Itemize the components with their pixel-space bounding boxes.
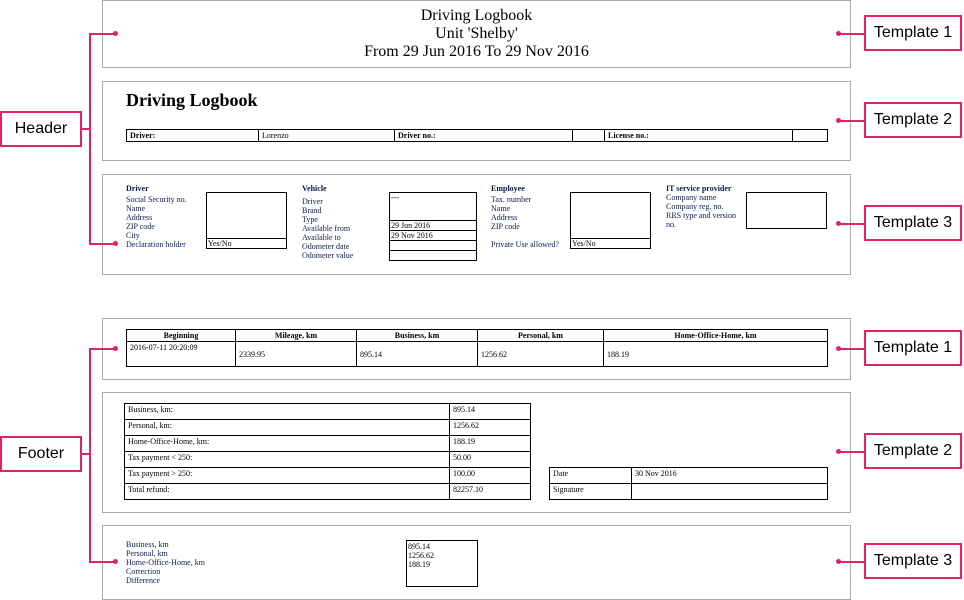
footer-template-3 <box>102 525 851 600</box>
table-row <box>125 484 531 500</box>
field-label: Address <box>491 213 518 222</box>
driver-no-label: Driver no.: <box>395 130 573 142</box>
driver-fields <box>126 195 187 249</box>
driver-heading: Driver <box>126 184 149 193</box>
table-cell: 2339.95 <box>236 342 357 367</box>
connector-dot <box>113 559 118 564</box>
connector <box>840 33 864 35</box>
field-label: Correction <box>126 567 161 576</box>
date-label: Date <box>550 468 632 484</box>
table-cell: 82257.10 <box>450 484 531 500</box>
table-cell: 1256.62 <box>478 342 604 367</box>
table-cell: Total refund: <box>125 484 450 500</box>
footer-label: Footer <box>0 436 82 472</box>
employee-heading: Employee <box>491 184 525 193</box>
odometer-value <box>389 250 477 261</box>
table-cell: 100.00 <box>450 468 531 484</box>
connector <box>89 561 115 563</box>
field-label: Available to <box>302 233 341 242</box>
field-label: Name <box>491 204 511 213</box>
connector <box>840 561 864 563</box>
connector <box>840 451 864 453</box>
mileage-labels <box>126 540 205 585</box>
logbook-heading: Driving Logbook <box>126 90 258 110</box>
field-label: Home-Office-Home, km <box>126 558 205 567</box>
table-cell: 188.19 <box>604 342 828 367</box>
header-label: Header <box>0 111 82 147</box>
table-cell: Personal, km: <box>125 420 450 436</box>
value: 188.19 <box>408 560 430 569</box>
field-label: Odometer value <box>302 251 354 260</box>
table-cell: Business, km: <box>125 404 450 420</box>
column-header: Business, km <box>357 330 478 342</box>
field-label: Available from <box>302 224 351 233</box>
table-cell: 188.19 <box>450 436 531 452</box>
declaration-yesno: Yes/No <box>206 238 287 249</box>
table-cell: 50.00 <box>450 452 531 468</box>
connector <box>840 223 864 225</box>
field-label: Odometer date <box>302 242 350 251</box>
header-bracket <box>89 33 91 244</box>
refund-summary-table <box>124 403 531 500</box>
field-label: Personal, km <box>126 549 168 558</box>
date-range: From 29 Jun 2016 To 29 Nov 2016 <box>364 43 589 60</box>
connector-dot <box>836 221 841 226</box>
it-provider-box <box>746 192 827 229</box>
value: 1256.62 <box>408 551 434 560</box>
field-label: RRS type and version <box>666 211 736 220</box>
field-label: no. <box>666 220 676 229</box>
connector <box>840 120 864 122</box>
date-value: 30 Nov 2016 <box>632 468 828 484</box>
driver-value: Lorenzo <box>259 130 395 142</box>
footer-bracket <box>89 348 91 562</box>
column-header: Personal, km <box>478 330 604 342</box>
connector <box>89 243 115 245</box>
employee-section <box>491 184 559 249</box>
column-header: Mileage, km <box>236 330 357 342</box>
signature-label: Signature <box>550 484 632 500</box>
connector-dot <box>836 346 841 351</box>
field-label: Difference <box>126 576 161 585</box>
header-template-1 <box>102 0 851 68</box>
table-row <box>550 468 828 484</box>
field-label: Tax. number <box>491 195 532 204</box>
connector <box>89 33 115 35</box>
footer-template-2 <box>102 392 851 513</box>
table-cell: Tax payment < 250: <box>125 452 450 468</box>
column-header: Home-Office-Home, km <box>604 330 828 342</box>
connector-dot <box>113 31 118 36</box>
footer-template-1 <box>102 318 851 380</box>
connector <box>840 348 864 350</box>
it-heading: IT service provider <box>666 184 732 193</box>
header-template-3 <box>102 174 851 275</box>
connector-dot <box>836 31 841 36</box>
header-template-2-label: Template 2 <box>864 102 962 138</box>
field-label: Brand <box>302 206 322 215</box>
driver-label: Driver: <box>127 130 259 142</box>
connector-dot <box>836 118 841 123</box>
driver-box <box>206 192 287 239</box>
mileage-values-box <box>406 540 478 587</box>
employee-box <box>570 192 651 239</box>
field-label: Company name <box>666 193 717 202</box>
signature-value <box>632 484 828 500</box>
available-from-value: 29 Jun 2016 <box>389 220 477 231</box>
vehicle-section <box>302 184 353 260</box>
driver-no-value <box>573 130 605 142</box>
header-template-1-label: Template 1 <box>864 15 962 51</box>
vehicle-heading: Vehicle <box>302 184 327 193</box>
table-row <box>125 404 531 420</box>
driver-section <box>126 184 187 249</box>
private-use-label: Private Use allowed? <box>491 240 559 249</box>
table-row <box>125 420 531 436</box>
connector-dot <box>113 346 118 351</box>
field-label: Company reg. no. <box>666 202 724 211</box>
field-label: Declaration holder <box>126 240 186 249</box>
unit-name: Unit 'Shelby' <box>435 25 518 42</box>
table-row <box>125 468 531 484</box>
column-header: Beginning <box>127 330 236 342</box>
license-label: License no.: <box>605 130 793 142</box>
private-use-yesno: Yes/No <box>570 238 651 249</box>
footer-template-3-label: Template 3 <box>864 543 962 579</box>
table-row <box>125 436 531 452</box>
footer-template-1-label: Template 1 <box>864 330 962 366</box>
connector-dot <box>836 559 841 564</box>
available-to-value: 29 Nov 2016 <box>389 230 477 241</box>
field-label: Name <box>126 204 146 213</box>
mileage-table <box>126 329 828 367</box>
table-cell: Home-Office-Home, km: <box>125 436 450 452</box>
table-row <box>125 452 531 468</box>
connector-dot <box>113 241 118 246</box>
connector-dot <box>836 449 841 454</box>
value: 895.14 <box>408 542 430 551</box>
table-row <box>127 342 828 367</box>
table-cell: Tax payment > 250: <box>125 468 450 484</box>
report-title: Driving Logbook <box>420 7 533 24</box>
table-header-row <box>127 330 828 342</box>
it-provider-section <box>666 184 736 229</box>
table-cell: 895.14 <box>357 342 478 367</box>
driver-info-table <box>126 129 828 142</box>
table-cell: 895.14 <box>450 404 531 420</box>
field-label: City <box>126 231 140 240</box>
header-template-2 <box>102 81 851 161</box>
field-label: ZIP code <box>491 222 520 231</box>
field-label: Social Security no. <box>126 195 187 204</box>
field-label: Type <box>302 215 318 224</box>
field-label: Business, km <box>126 540 169 549</box>
table-cell: 2016-07-11 20:20:09 <box>127 342 236 367</box>
field-label: ZIP code <box>126 222 155 231</box>
connector <box>89 348 115 350</box>
license-value <box>793 130 828 142</box>
date-signature-table <box>549 467 828 500</box>
footer-template-2-label: Template 2 <box>864 433 962 469</box>
field-label: Driver <box>302 197 323 206</box>
table-cell: 1256.62 <box>450 420 531 436</box>
field-label: Address <box>126 213 153 222</box>
header-template-3-label: Template 3 <box>864 205 962 241</box>
vehicle-driver-value: --- <box>389 192 477 221</box>
table-row <box>550 484 828 500</box>
